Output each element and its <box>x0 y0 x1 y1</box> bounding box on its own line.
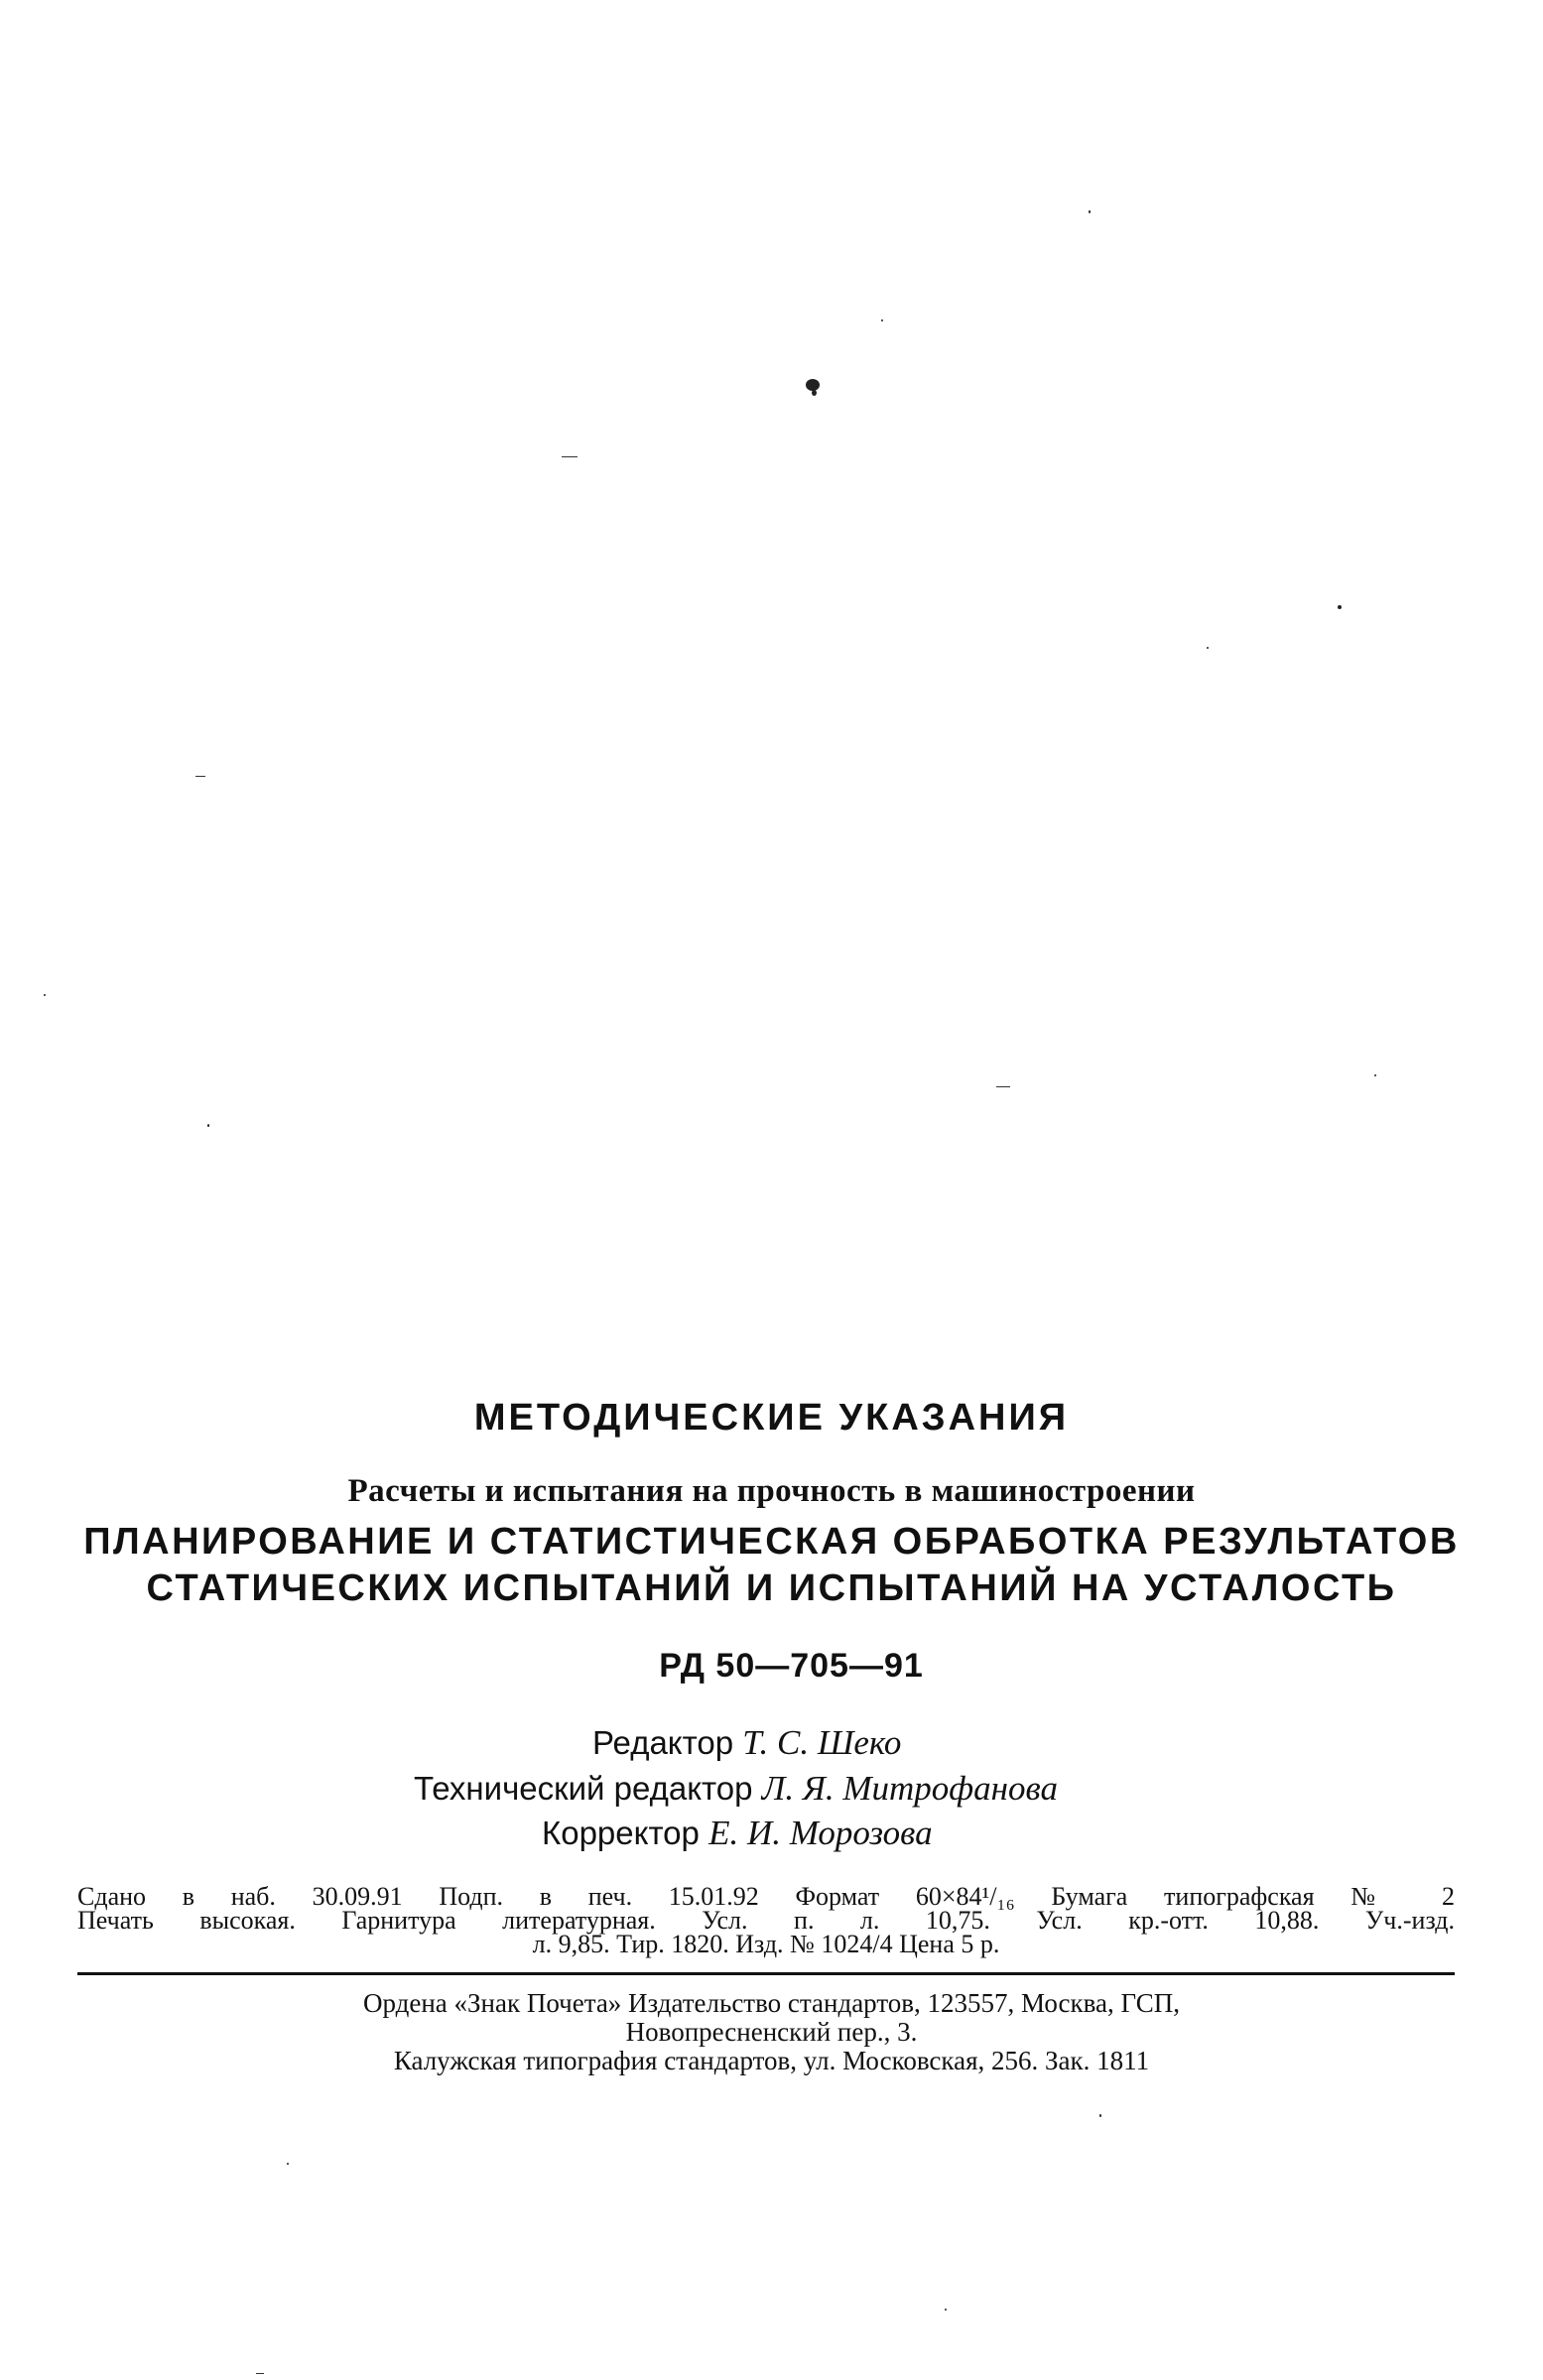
staff-role: Корректор <box>542 1815 700 1851</box>
scan-speck <box>287 2163 289 2165</box>
publisher-info <box>0 1989 1543 2075</box>
staff-technical-editor <box>414 1769 1058 1809</box>
series-title: МЕТОДИЧЕСКИЕ УКАЗАНИЯ <box>473 1397 1070 1439</box>
imprint-line: л. 9,85. Тир. 1820. Изд. № 1024/4 Цена 5 р. <box>532 1930 1000 1958</box>
scan-speck <box>44 994 46 996</box>
document-title-line-2: СТАТИЧЕСКИХ ИСПЫТАНИЙ И ИСПЫТАНИЙ НА УСТАЛОСТЬ <box>146 1567 1397 1609</box>
scan-speck <box>1338 605 1342 609</box>
document-code: РД 50—705—91 <box>659 1647 924 1685</box>
staff-editor <box>592 1723 901 1763</box>
staff-name: Е. И. Морозова <box>708 1814 933 1852</box>
scan-speck <box>1207 647 1209 649</box>
divider-rule <box>77 1972 1455 1975</box>
subject-line: Расчеты и испытания на прочность в машиностроении <box>347 1473 1196 1509</box>
staff-role: Редактор <box>592 1724 734 1761</box>
publisher-line: Новопресненский пер., 3. <box>625 2017 918 2047</box>
imprint-line: Печать высокая. Гарнитура литературная. Усл. п. л. 10,75. Усл. кр.-отт. 10,88. Уч.-изд. <box>77 1906 1455 1935</box>
staff-name: Т. С. Шеко <box>742 1723 902 1762</box>
imprint-details <box>77 1882 1455 1958</box>
publisher-line: Ордена «Знак Почета» Издательство стандартов, 123557, Москва, ГСП, <box>362 1988 1181 2018</box>
scan-speck <box>195 776 205 777</box>
scan-speck <box>996 1086 1010 1087</box>
scan-speck <box>1374 1074 1376 1076</box>
scan-speck <box>562 456 578 457</box>
document-title-line-1: ПЛАНИРОВАНИЕ И СТАТИСТИЧЕСКАЯ ОБРАБОТКА РЕЗУЛЬТАТОВ <box>83 1521 1460 1563</box>
scan-speck <box>207 1124 209 1127</box>
staff-name: Л. Я. Митрофанова <box>761 1769 1058 1808</box>
staff-role: Технический редактор <box>414 1770 753 1807</box>
scan-speck <box>945 2309 947 2311</box>
scan-speck <box>1099 2114 1101 2117</box>
publisher-line: Калужская типография стандартов, ул. Московская, 256. Зак. 1811 <box>393 2046 1150 2075</box>
imprint-line: Сдано в наб. 30.09.91 Подп. в печ. 15.01.92 Формат 60×84¹/₁₆ Бумага типографская № 2 <box>77 1882 1455 1911</box>
scan-speck <box>1089 210 1091 213</box>
scan-speck <box>256 2373 264 2374</box>
staff-corrector <box>542 1814 933 1853</box>
scan-speck <box>812 390 817 396</box>
scan-speck <box>881 319 883 321</box>
